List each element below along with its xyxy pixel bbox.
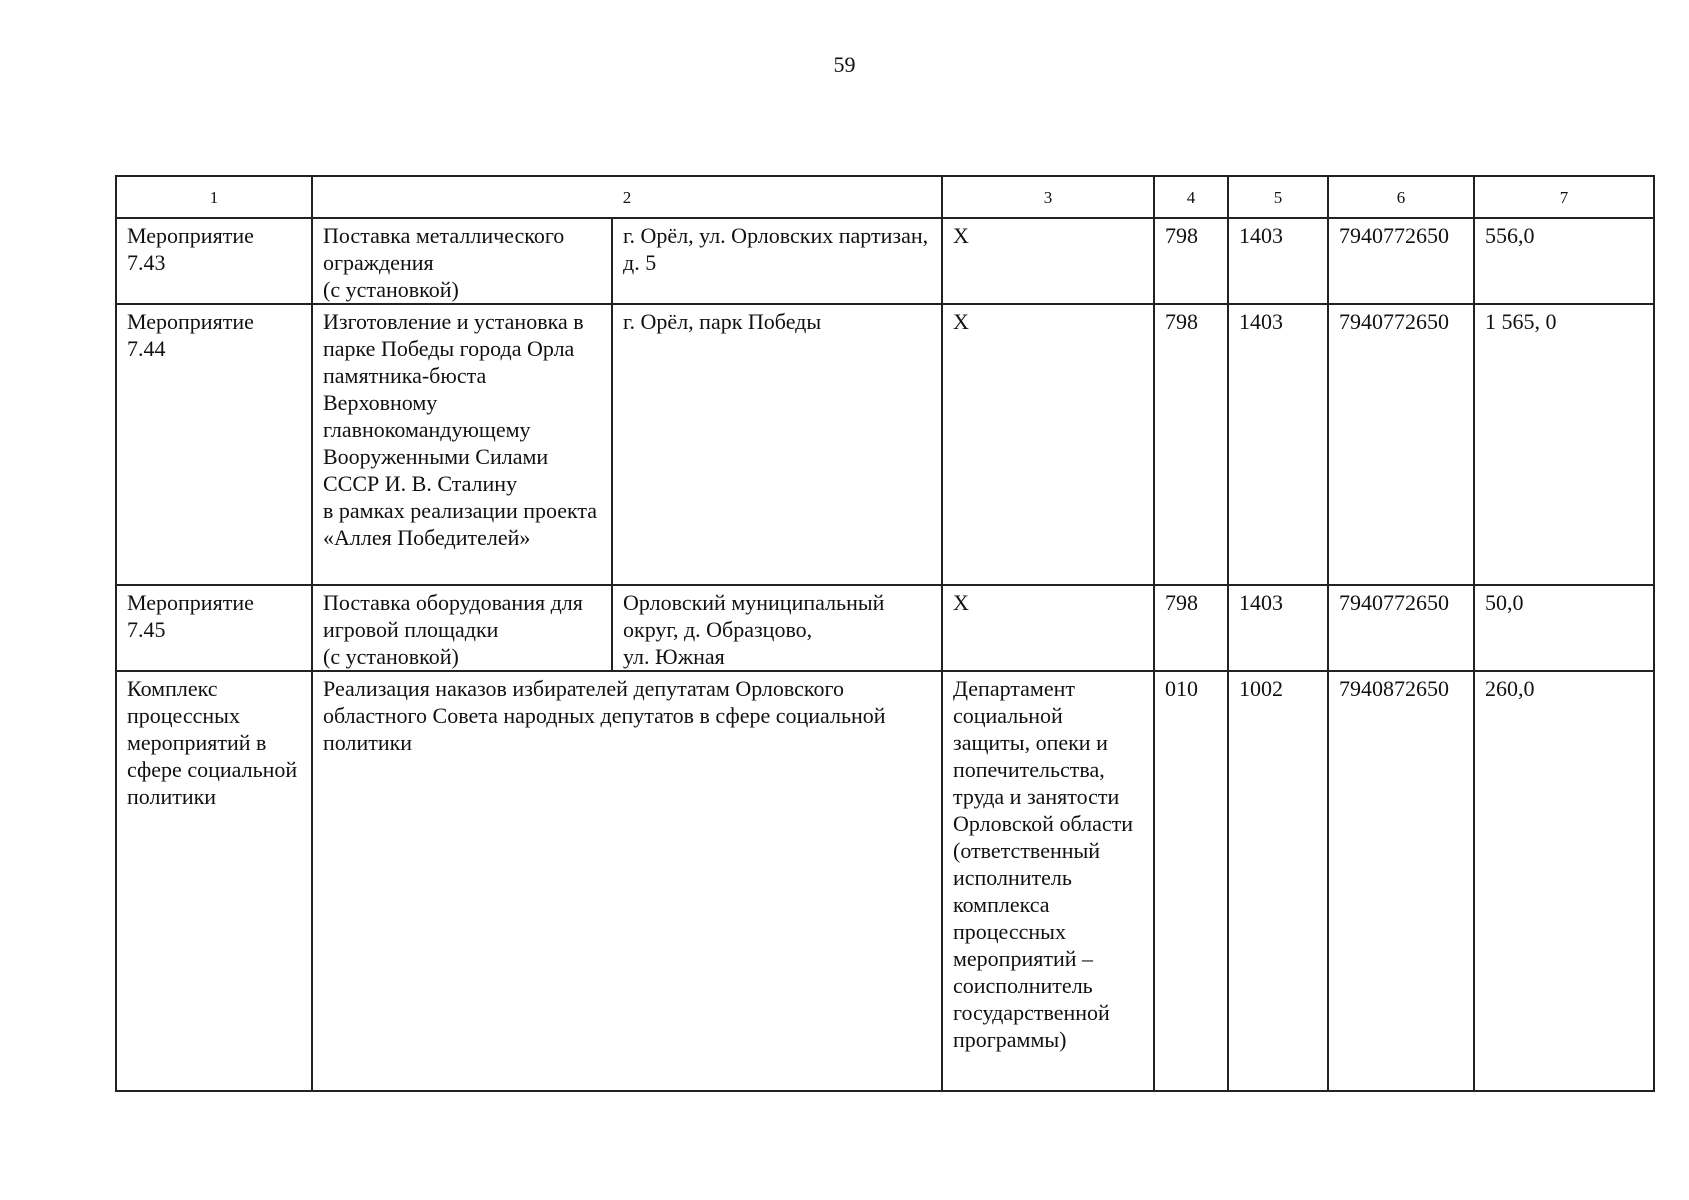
- row-description: Поставка металлического ограждения (с установкой): [312, 218, 612, 304]
- row-label: Мероприятие 7.44: [116, 304, 312, 585]
- row-description: Реализация наказов избирателей депутатам Орловского областного Совета народных депутатов в сфере социальной политики: [312, 671, 942, 1091]
- row-executor: Департамент социальной защиты, опеки и попечительства, труда и занятости Орловской области (ответственный исполнитель комплекса процессных мероприятий – соисполнитель государственной программы): [942, 671, 1154, 1091]
- row-amount: 50,0: [1474, 585, 1654, 671]
- row-code-5: 1403: [1228, 304, 1328, 585]
- row-amount: 556,0: [1474, 218, 1654, 304]
- row-code-4: 798: [1154, 218, 1228, 304]
- header-col-7: 7: [1474, 176, 1654, 218]
- row-executor: Х: [942, 218, 1154, 304]
- row-code-6: 7940772650: [1328, 585, 1474, 671]
- row-code-6: 7940772650: [1328, 218, 1474, 304]
- row-label: Мероприятие 7.43: [116, 218, 312, 304]
- header-col-6: 6: [1328, 176, 1474, 218]
- table-row: [116, 218, 1654, 304]
- row-code-5: 1403: [1228, 585, 1328, 671]
- header-col-5: 5: [1228, 176, 1328, 218]
- row-code-4: 010: [1154, 671, 1228, 1091]
- row-executor: Х: [942, 304, 1154, 585]
- row-code-6: 7940772650: [1328, 304, 1474, 585]
- header-col-4: 4: [1154, 176, 1228, 218]
- row-code-5: 1002: [1228, 671, 1328, 1091]
- row-label: Мероприятие 7.45: [116, 585, 312, 671]
- row-label: Комплекс процессных мероприятий в сфере социальной политики: [116, 671, 312, 1091]
- row-amount: 1 565, 0: [1474, 304, 1654, 585]
- row-executor: Х: [942, 585, 1154, 671]
- header-col-3: 3: [942, 176, 1154, 218]
- row-amount: 260,0: [1474, 671, 1654, 1091]
- row-description: Изготовление и установка в парке Победы города Орла памятника-бюста Верховному главнокомандующему Вооруженными Силами СССР И. В. Сталину в рамках реализации проекта «Аллея Победителей»: [312, 304, 612, 585]
- header-col-2: 2: [312, 176, 942, 218]
- header-col-1: 1: [116, 176, 312, 218]
- table-row: [116, 671, 1654, 1091]
- table-row: [116, 585, 1654, 671]
- row-code-4: 798: [1154, 304, 1228, 585]
- data-table: [115, 175, 1655, 1092]
- table-row: [116, 304, 1654, 585]
- row-code-6: 7940872650: [1328, 671, 1474, 1091]
- row-address: г. Орёл, ул. Орловских партизан, д. 5: [612, 218, 942, 304]
- table-header-row: [116, 176, 1654, 218]
- row-address: г. Орёл, парк Победы: [612, 304, 942, 585]
- row-address: Орловский муниципальный округ, д. Образцово, ул. Южная: [612, 585, 942, 671]
- row-code-4: 798: [1154, 585, 1228, 671]
- page-number: 59: [833, 52, 856, 77]
- row-description: Поставка оборудования для игровой площадки (с установкой): [312, 585, 612, 671]
- row-code-5: 1403: [1228, 218, 1328, 304]
